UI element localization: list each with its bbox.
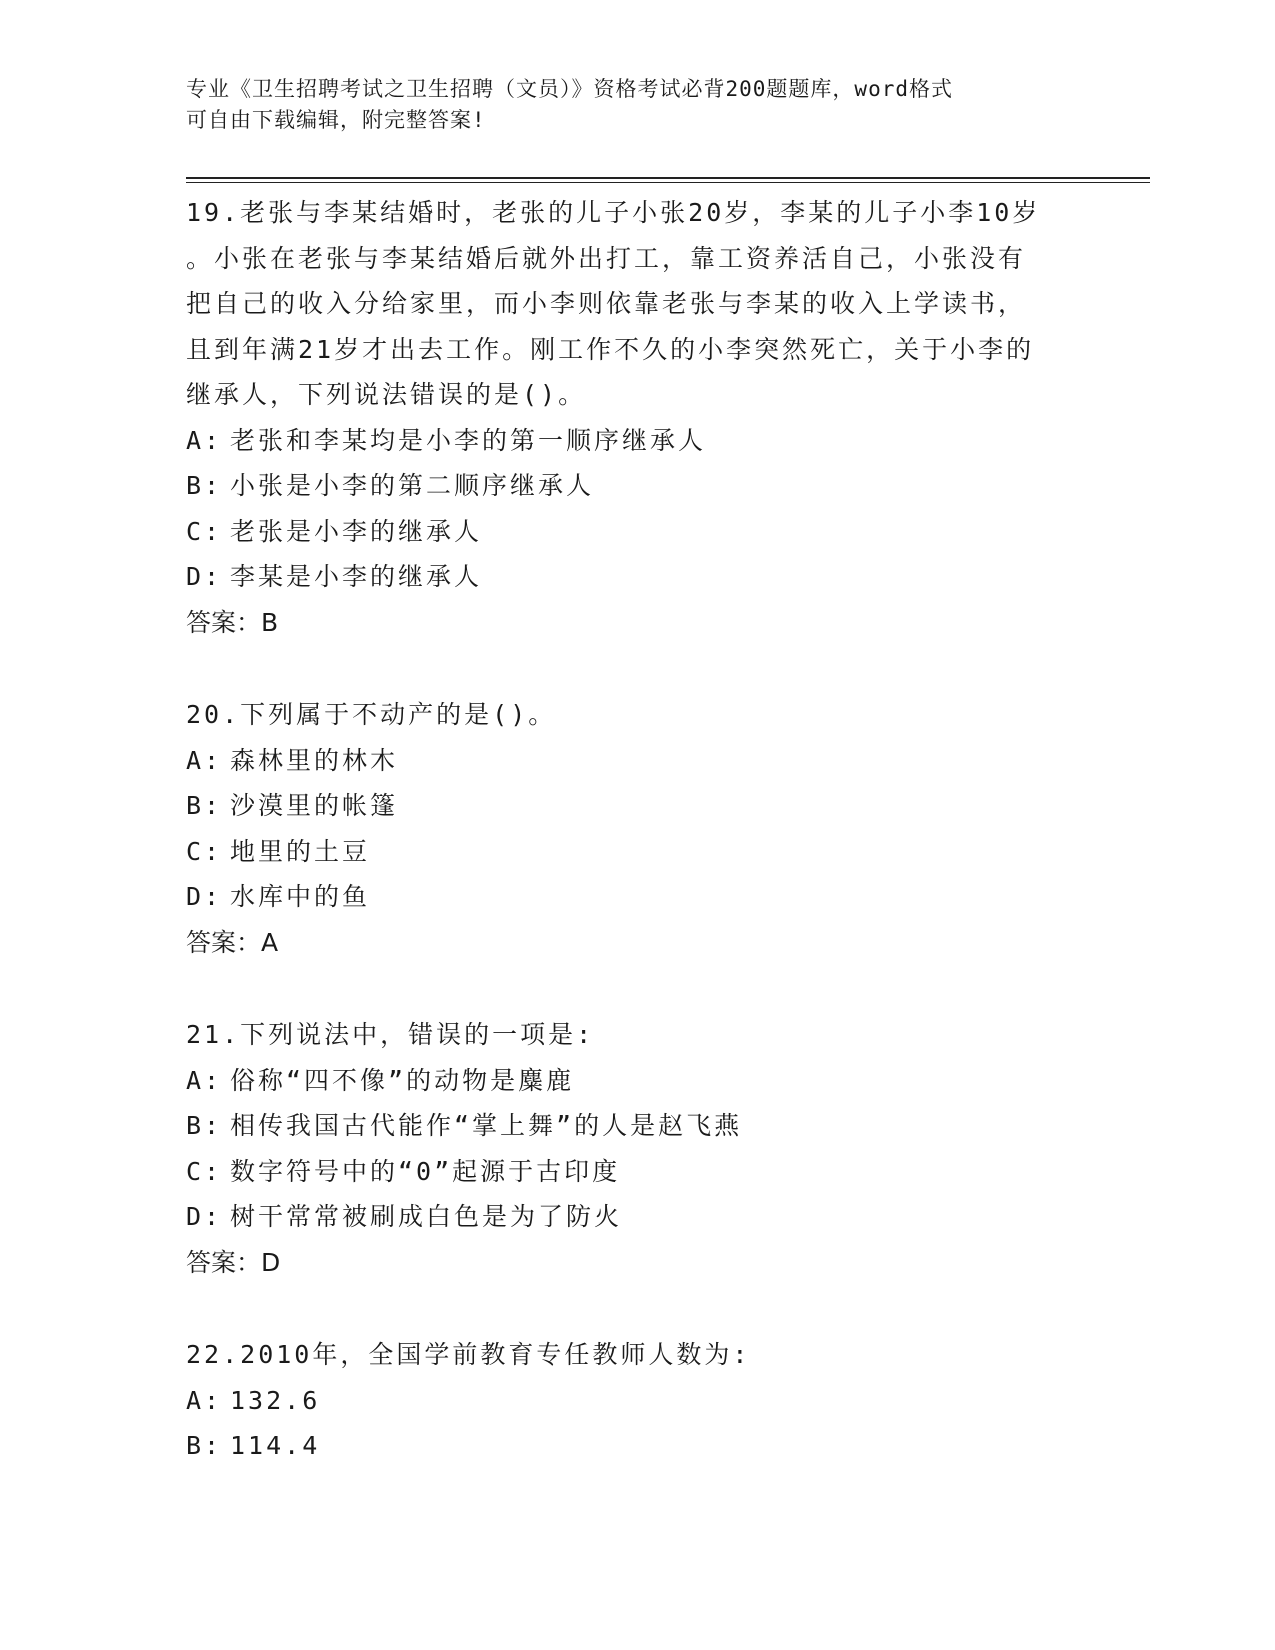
question-list (186, 190, 1086, 1516)
option-text: 水库中的鱼 (230, 882, 371, 911)
option-d (186, 874, 1086, 920)
answer-line: 答案：B (186, 607, 279, 637)
option-d (186, 1194, 1086, 1240)
option-text: 沙漠里的帐篷 (230, 791, 399, 820)
option-key: B: (186, 471, 223, 500)
option-a (186, 418, 1086, 464)
option-key: A: (186, 1385, 223, 1415)
stem-line: 把自己的收入分给家里，而小李则依靠老张与李某的收入上学读书， (186, 289, 1027, 318)
option-text: 地里的土豆 (230, 836, 371, 866)
header-line-2: 可自由下载编辑，附完整答案! (186, 108, 486, 132)
option-b (186, 783, 1086, 829)
document-header (186, 74, 1086, 136)
option-a (186, 1378, 1086, 1424)
option-c (186, 829, 1086, 875)
question-21 (186, 1012, 1086, 1285)
option-key: D: (186, 1202, 223, 1231)
option-a (186, 738, 1086, 784)
option-key: C: (186, 836, 223, 866)
option-text: 森林里的林木 (230, 745, 399, 775)
option-text: 数字符号中的“0”起源于古印度 (230, 1156, 621, 1186)
option-key: D: (186, 882, 223, 911)
option-text: 老张和李某均是小李的第一顺序继承人 (230, 425, 707, 455)
question-stem (186, 1332, 1086, 1378)
option-c (186, 509, 1086, 555)
option-a (186, 1058, 1086, 1104)
option-text: 114.4 (230, 1431, 321, 1460)
option-text: 俗称“四不像”的动物是麋鹿 (230, 1065, 575, 1095)
option-b (186, 463, 1086, 509)
stem-line: 19.老张与李某结婚时，老张的儿子小张20岁，李某的儿子小李10岁 (186, 198, 1041, 227)
question-stem (186, 190, 1086, 418)
option-text: 小张是小李的第二顺序继承人 (230, 471, 595, 500)
answer-line: 答案：D (186, 1247, 281, 1277)
option-text: 老张是小李的继承人 (230, 516, 483, 546)
option-text: 相传我国古代能作“掌上舞”的人是赵飞燕 (230, 1111, 743, 1140)
stem-line: 且到年满21岁才出去工作。刚工作不久的小李突然死亡，关于小李的 (186, 334, 1035, 364)
question-19 (186, 190, 1086, 645)
option-key: A: (186, 745, 223, 775)
option-key: D: (186, 562, 223, 591)
option-text: 132.6 (230, 1385, 321, 1415)
question-stem (186, 692, 1086, 738)
stem-line: 继承人，下列说法错误的是()。 (186, 380, 587, 409)
option-b (186, 1423, 1086, 1469)
option-c (186, 1149, 1086, 1195)
header-rule-thick (186, 177, 1150, 179)
question-stem (186, 1012, 1086, 1058)
option-key: B: (186, 791, 223, 820)
stem-line: 。小张在老张与李某结婚后就外出打工，靠工资养活自己，小张没有 (186, 243, 1027, 273)
question-22 (186, 1332, 1086, 1469)
option-text: 李某是小李的继承人 (230, 562, 483, 591)
answer-line: 答案：A (186, 927, 279, 957)
header-line-1: 专业《卫生招聘考试之卫生招聘（文员）》资格考试必背200题题库，word格式 (186, 77, 953, 101)
option-text: 树干常常被刷成白色是为了防火 (230, 1202, 623, 1231)
stem-line: 21.下列说法中，错误的一项是: (186, 1020, 595, 1049)
question-20 (186, 692, 1086, 965)
option-key: C: (186, 1156, 223, 1186)
stem-line: 20.下列属于不动产的是()。 (186, 700, 557, 729)
option-key: A: (186, 425, 223, 455)
option-d (186, 554, 1086, 600)
option-key: B: (186, 1431, 223, 1460)
header-rule-thin (186, 182, 1150, 183)
option-key: C: (186, 516, 223, 546)
option-b (186, 1103, 1086, 1149)
option-key: B: (186, 1111, 223, 1140)
option-key: A: (186, 1065, 223, 1095)
stem-line: 22.2010年，全国学前教育专任教师人数为: (186, 1340, 751, 1369)
